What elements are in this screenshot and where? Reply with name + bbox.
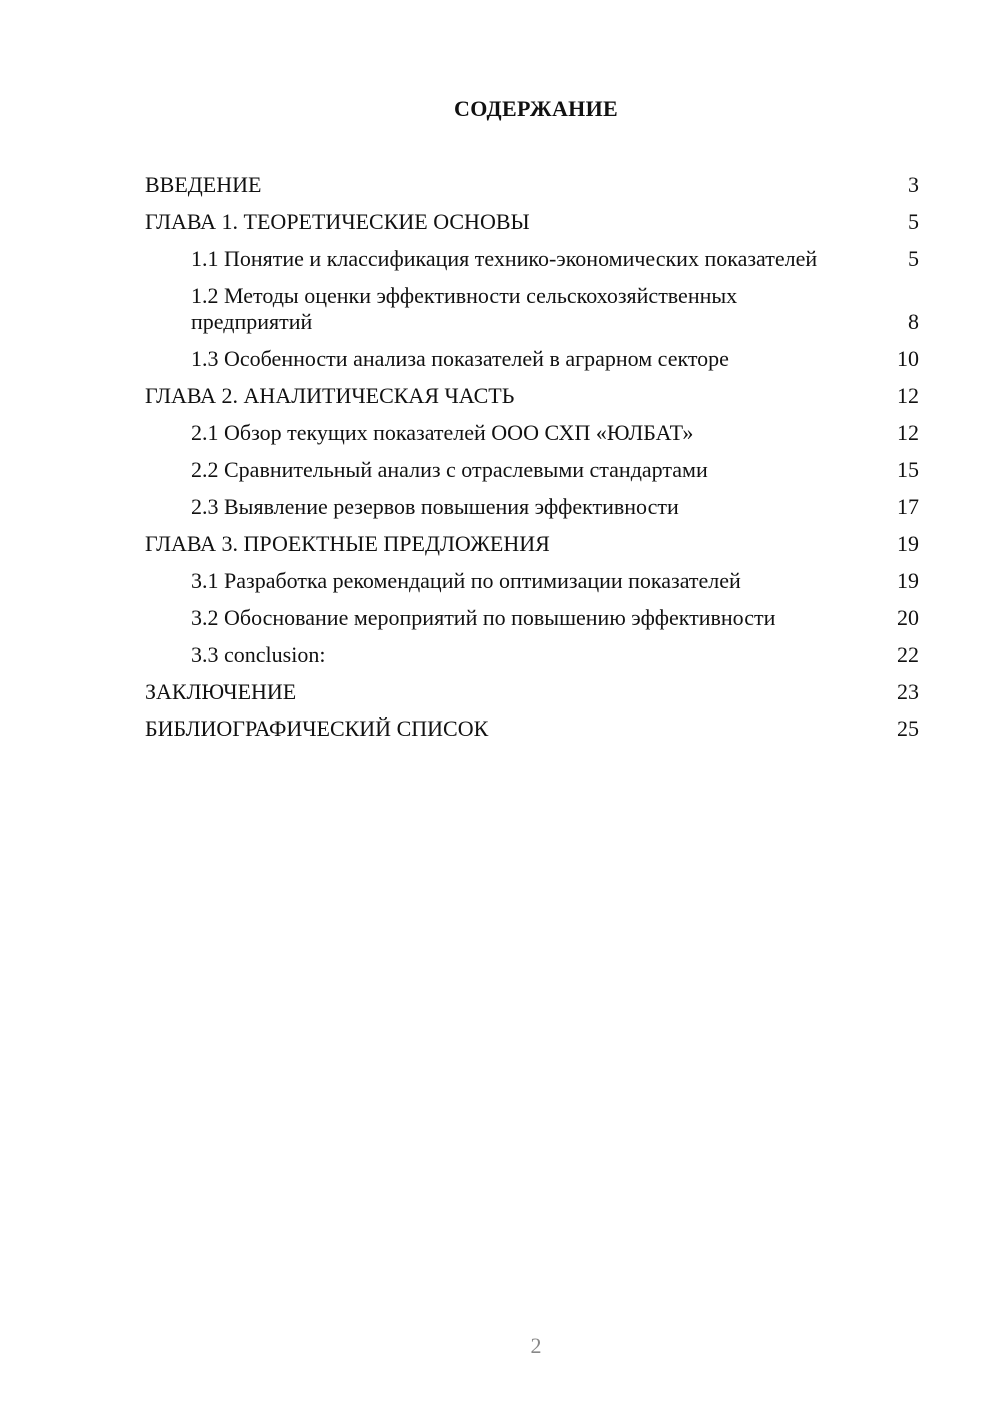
table-of-contents [145, 167, 919, 748]
toc-entry-label: ГЛАВА 2. АНАЛИТИЧЕСКАЯ ЧАСТЬ [145, 383, 515, 408]
toc-entry-page: 20 [897, 605, 919, 630]
toc-entry-section-1-2[interactable] [145, 278, 919, 341]
toc-entry-label: 3.2 Обоснование мероприятий по повышению эффективности [191, 605, 776, 630]
page-number: 2 [530, 1333, 542, 1358]
toc-entry-page: 8 [908, 309, 919, 334]
toc-entry-section-1-1[interactable] [145, 241, 919, 278]
toc-entry-label: 1.1 Понятие и классификация технико-экономических показателей [191, 246, 818, 271]
page-title: СОДЕРЖАНИЕ [454, 96, 618, 121]
toc-entry-page: 17 [897, 494, 919, 519]
toc-entry-section-3-2[interactable] [145, 600, 919, 637]
toc-entry-label: 2.1 Обзор текущих показателей ООО СХП «ЮЛБАТ» [191, 420, 694, 445]
toc-entry-page: 15 [897, 457, 919, 482]
toc-entry-page: 12 [897, 383, 919, 408]
toc-entry-chapter-3[interactable] [145, 526, 919, 563]
toc-entry-page: 25 [897, 716, 919, 741]
toc-entry-page: 3 [908, 172, 919, 197]
toc-entry-label: ВВЕДЕНИЕ [145, 172, 262, 197]
toc-entry-label: 1.3 Особенности анализа показателей в аграрном секторе [191, 346, 729, 371]
toc-entry-label: БИБЛИОГРАФИЧЕСКИЙ СПИСОК [145, 716, 489, 741]
toc-entry-section-2-3[interactable] [145, 489, 919, 526]
toc-entry-label: 1.2 Методы оценки эффективности сельскохозяйственных предприятий [191, 283, 738, 334]
toc-entry-conclusion[interactable] [145, 674, 919, 711]
toc-entry-label: ГЛАВА 3. ПРОЕКТНЫЕ ПРЕДЛОЖЕНИЯ [145, 531, 550, 556]
toc-entry-chapter-2[interactable] [145, 378, 919, 415]
toc-entry-page: 23 [897, 679, 919, 704]
toc-entry-label: 3.1 Разработка рекомендаций по оптимизации показателей [191, 568, 741, 593]
toc-entry-section-1-3[interactable] [145, 341, 919, 378]
toc-entry-page: 5 [908, 246, 919, 271]
toc-entry-label: 2.2 Сравнительный анализ с отраслевыми стандартами [191, 457, 708, 482]
toc-entry-section-3-1[interactable] [145, 563, 919, 600]
toc-entry-page: 22 [897, 642, 919, 667]
toc-entry-label: 2.3 Выявление резервов повышения эффективности [191, 494, 679, 519]
toc-entry-section-2-1[interactable] [145, 415, 919, 452]
toc-entry-page: 19 [897, 568, 919, 593]
toc-entry-label: ГЛАВА 1. ТЕОРЕТИЧЕСКИЕ ОСНОВЫ [145, 209, 530, 234]
toc-entry-bibliography[interactable] [145, 711, 919, 748]
toc-entry-section-3-3[interactable] [145, 637, 919, 674]
toc-entry-page: 19 [897, 531, 919, 556]
toc-entry-section-2-2[interactable] [145, 452, 919, 489]
toc-entry-label: 3.3 conclusion: [191, 642, 326, 667]
toc-entry-page: 5 [908, 209, 919, 234]
toc-entry-chapter-1[interactable] [145, 204, 919, 241]
toc-entry-introduction[interactable] [145, 167, 919, 204]
toc-entry-label: ЗАКЛЮЧЕНИЕ [145, 679, 297, 704]
toc-entry-page: 12 [897, 420, 919, 445]
toc-entry-page: 10 [897, 346, 919, 371]
